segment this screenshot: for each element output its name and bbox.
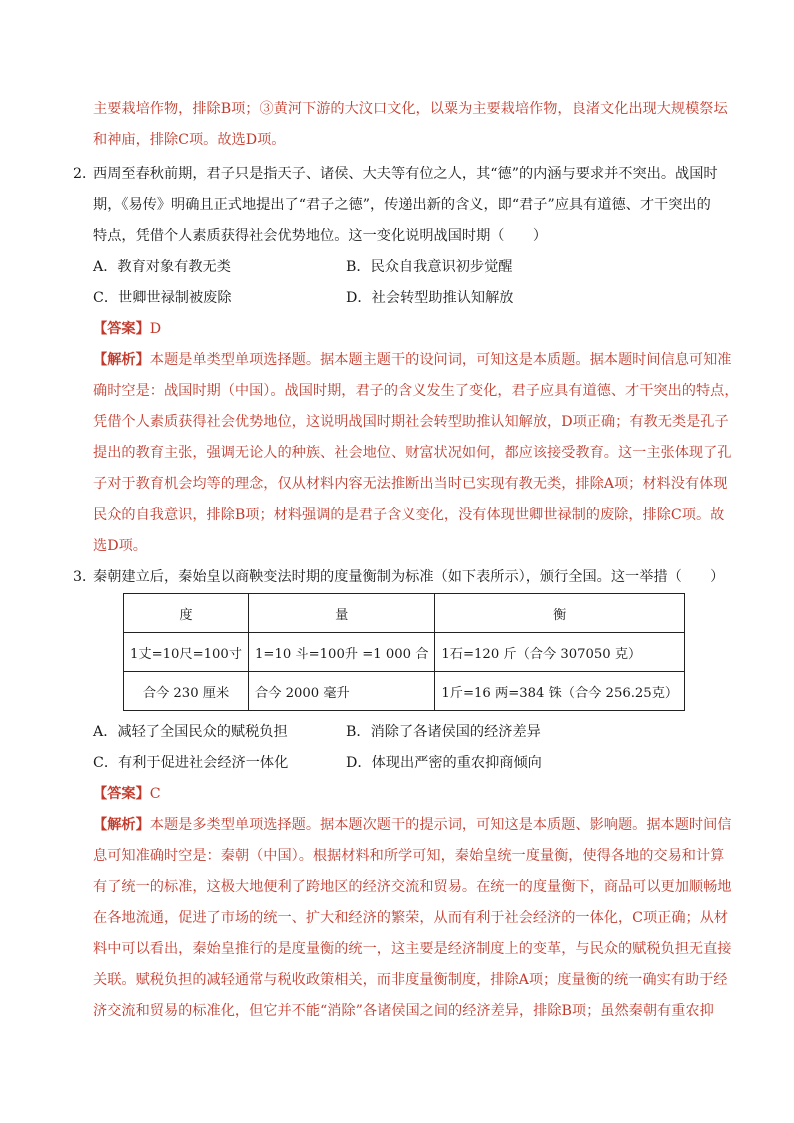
table-row	[124, 672, 685, 711]
q3-analysis-line-5: 料中可以看出，秦始皇推行的是度量衡的统一，这主要是经济制度上的变革，与民众的赋税负担无直接	[93, 941, 732, 957]
table-header-liang: 量	[249, 594, 435, 633]
q3-analysis-line-6: 关联。赋税负担的减轻通常与税收政策相关，而非度量衡制度，排除A项；度量衡的统一确实有助于经	[93, 972, 728, 988]
q3-option-c: C．有利于促进社会经济一体化	[93, 755, 289, 771]
q3-analysis-text-1: 本题是多类型单项选择题。据本题次题干的提示词，可知这是本质题、影响题。据本题时间信	[149, 817, 732, 833]
table-cell: 合今 230 厘米	[124, 672, 249, 711]
q2-analysis-line-5: 子对于教育机会均等的理念，仅从材料内容无法推断出当时已实现有教无类，排除A项；材料没有体现	[93, 476, 728, 492]
q3-answer-value: C	[149, 786, 161, 802]
q2-analysis-line-6: 民众的自我意识，排除B项；材料强调的是君子含义变化，没有体现世卿世禄制的废除，排除C项。故	[93, 507, 725, 523]
table-cell: 1斤=16 两=384 铢（合今 256.25克）	[435, 672, 685, 711]
q3-option-d: D．体现出严密的重农抑商倾向	[346, 755, 542, 771]
q3-analysis-label: 【解析】	[93, 817, 150, 833]
q2-answer-value: D	[149, 321, 162, 337]
q3-number: 3．	[73, 569, 97, 585]
q3-analysis-line-2: 息可知准确时空是：秦朝（中国）。根据材料和所学可知，秦始皇统一度量衡，使得各地的交易和计算	[93, 848, 725, 864]
q2-analysis-line-4: 提出的教育主张，强调无论人的种族、社会地位、财富状况如何，都应该接受教育。这一主张体现了孔	[93, 445, 732, 461]
q2-stem-line-3: 特点，凭借个人素质获得社会优势地位。这一变化说明战国时期（ ）	[93, 228, 548, 244]
q3-analysis-line-7: 济交流和贸易的标准化，但它并不能“消除”各诸侯国之间的经济差异，排除B项；虽然秦朝有重农抑	[93, 1003, 714, 1019]
table-header-row	[124, 594, 685, 633]
table-cell: 合今 2000 毫升	[249, 672, 435, 711]
table-cell: 1丈=10尺=100寸	[124, 633, 249, 672]
q3-analysis-line-1	[93, 815, 731, 835]
q2-analysis-line-2: 确时空是：战国时期（中国）。战国时期，君子的含义发生了变化，君子应具有道德、才干突出的特点，	[93, 383, 739, 399]
q3-analysis-line-3: 有了统一的标准，这极大地便利了跨地区的经济交流和贸易。在统一的度量衡下，商品可以更加顺畅地	[93, 879, 732, 895]
q3-option-b: B．消除了各诸侯国的经济差异	[346, 724, 541, 740]
q3-option-a: A．减轻了全国民众的赋税负担	[93, 724, 288, 740]
q2-stem-line-2: 期，《易传》明确且正式地提出了“君子之德”，传递出新的含义，即“君子”应具有道德、才干突出的	[93, 197, 711, 213]
q2-answer-label: 【答案】	[93, 321, 150, 337]
q2-answer	[93, 319, 161, 339]
measurement-table	[123, 593, 685, 711]
q3-answer	[93, 784, 161, 804]
q2-analysis-text-1: 本题是单类型单项选择题。据本题主题干的设问词，可知这是本质题。据本题时间信息可知准	[149, 352, 732, 368]
table-row	[124, 633, 685, 672]
table-cell: 1石=120 斤（合今 307050 克）	[435, 633, 685, 672]
table-header-heng: 衡	[435, 594, 685, 633]
table-header-du: 度	[124, 594, 249, 633]
q1-analysis-line-2: 和神庙，排除C项。故选D项。	[93, 132, 286, 148]
q2-option-c: C．世卿世禄制被废除	[93, 290, 232, 306]
q3-analysis-line-4: 在各地流通，促进了市场的统一、扩大和经济的繁荣，从而有利于社会经济的一体化，C项正确；从材	[93, 910, 729, 926]
q2-stem-line-1: 西周至春秋前期，君子只是指天子、诸侯、大夫等有位之人，其“德”的内涵与要求并不突出。战国时	[93, 166, 718, 182]
q2-number: 2．	[73, 166, 97, 182]
q2-option-b: B．民众自我意识初步觉醒	[346, 259, 513, 275]
q3-answer-label: 【答案】	[93, 786, 150, 802]
q2-analysis-label: 【解析】	[93, 352, 150, 368]
q2-analysis-line-1	[93, 350, 731, 370]
q3-stem: 秦朝建立后，秦始皇以商鞅变法时期的度量衡制为标准（如下表所示），颁行全国。这一举措（ ）	[93, 569, 725, 585]
q2-analysis-line-7: 选D项。	[93, 538, 147, 554]
q2-option-d: D．社会转型助推认知解放	[346, 290, 514, 306]
table-cell: 1=10 斗=100升 =1 000 合	[249, 633, 435, 672]
q2-option-a: A．教育对象有教无类	[93, 259, 231, 275]
q1-analysis-line-1: 主要栽培作物，排除B项；③黄河下游的大汶口文化，以粟为主要栽培作物，良渚文化出现大规模祭坛	[93, 101, 728, 117]
q2-analysis-line-3: 凭借个人素质获得社会优势地位，这说明战国时期社会转型助推认知解放，D项正确；有教无类是孔子	[93, 414, 729, 430]
